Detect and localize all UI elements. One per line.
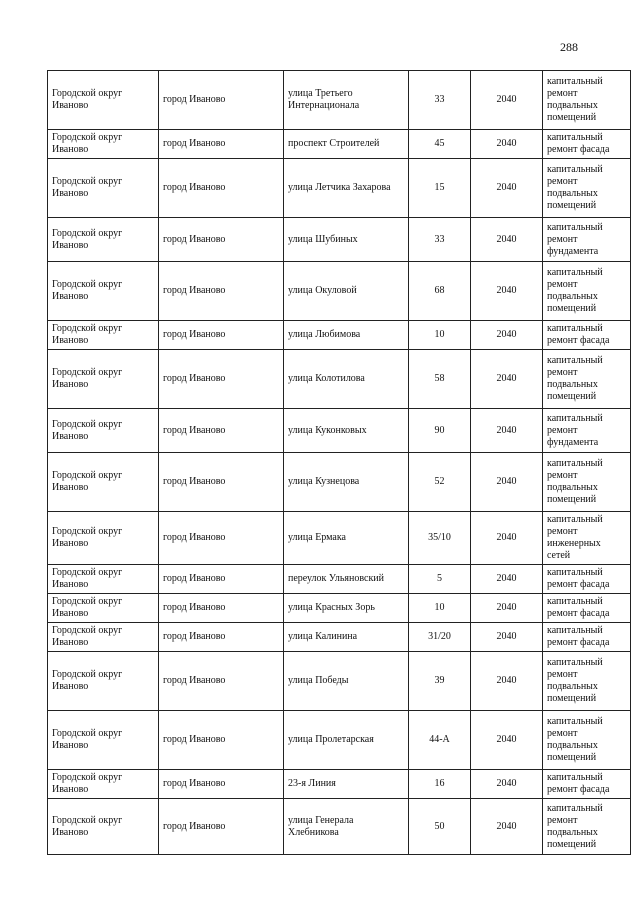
work-type-cell: капитальный ремонт подвальных помещений [543,159,631,218]
year-cell: 2040 [471,770,543,799]
house-number-cell: 10 [409,321,471,350]
year-cell: 2040 [471,594,543,623]
work-type-cell: капитальный ремонт фасада [543,321,631,350]
street-cell: улица Ермака [284,512,409,565]
work-type-cell: капитальный ремонт подвальных помещений [543,262,631,321]
street-cell: улица Шубиных [284,218,409,262]
year-cell: 2040 [471,71,543,130]
table-row [48,594,631,623]
work-type-cell: капитальный ремонт подвальных помещений [543,71,631,130]
street-cell: улица Генерала Хлебникова [284,799,409,855]
table-row [48,71,631,130]
table-row [48,652,631,711]
repair-registry-table [47,70,631,855]
city-cell: город Иваново [159,453,284,512]
table-row [48,623,631,652]
street-cell: улица Кузнецова [284,453,409,512]
street-cell: улица Пролетарская [284,711,409,770]
work-type-cell: капитальный ремонт фундамента [543,218,631,262]
work-type-cell: капитальный ремонт фундамента [543,409,631,453]
house-number-cell: 68 [409,262,471,321]
work-type-cell: капитальный ремонт подвальных помещений [543,799,631,855]
table-row [48,512,631,565]
year-cell: 2040 [471,218,543,262]
city-cell: город Иваново [159,321,284,350]
district-cell: Городской округ Иваново [48,321,159,350]
house-number-cell: 15 [409,159,471,218]
street-cell: улица Третьего Интернационала [284,71,409,130]
district-cell: Городской округ Иваново [48,453,159,512]
city-cell: город Иваново [159,711,284,770]
year-cell: 2040 [471,350,543,409]
table-row [48,130,631,159]
table-row [48,409,631,453]
district-cell: Городской округ Иваново [48,711,159,770]
table-row [48,321,631,350]
city-cell: город Иваново [159,565,284,594]
work-type-cell: капитальный ремонт подвальных помещений [543,350,631,409]
house-number-cell: 50 [409,799,471,855]
district-cell: Городской округ Иваново [48,652,159,711]
table-row [48,350,631,409]
year-cell: 2040 [471,262,543,321]
table-row [48,565,631,594]
city-cell: город Иваново [159,799,284,855]
house-number-cell: 35/10 [409,512,471,565]
work-type-cell: капитальный ремонт фасада [543,594,631,623]
district-cell: Городской округ Иваново [48,350,159,409]
city-cell: город Иваново [159,159,284,218]
district-cell: Городской округ Иваново [48,799,159,855]
year-cell: 2040 [471,799,543,855]
work-type-cell: капитальный ремонт фасада [543,565,631,594]
city-cell: город Иваново [159,262,284,321]
table-row [48,770,631,799]
year-cell: 2040 [471,409,543,453]
street-cell: улица Летчика Захарова [284,159,409,218]
house-number-cell: 90 [409,409,471,453]
city-cell: город Иваново [159,623,284,652]
house-number-cell: 33 [409,71,471,130]
house-number-cell: 31/20 [409,623,471,652]
house-number-cell: 16 [409,770,471,799]
street-cell: улица Победы [284,652,409,711]
year-cell: 2040 [471,321,543,350]
district-cell: Городской округ Иваново [48,409,159,453]
year-cell: 2040 [471,711,543,770]
table-row [48,218,631,262]
work-type-cell: капитальный ремонт фасада [543,130,631,159]
house-number-cell: 52 [409,453,471,512]
city-cell: город Иваново [159,512,284,565]
district-cell: Городской округ Иваново [48,262,159,321]
house-number-cell: 44-А [409,711,471,770]
table-row [48,262,631,321]
work-type-cell: капитальный ремонт подвальных помещений [543,711,631,770]
year-cell: 2040 [471,565,543,594]
house-number-cell: 58 [409,350,471,409]
work-type-cell: капитальный ремонт подвальных помещений [543,453,631,512]
district-cell: Городской округ Иваново [48,71,159,130]
street-cell: улица Колотилова [284,350,409,409]
city-cell: город Иваново [159,350,284,409]
house-number-cell: 39 [409,652,471,711]
table-row [48,711,631,770]
house-number-cell: 5 [409,565,471,594]
street-cell: улица Окуловой [284,262,409,321]
street-cell: проспект Строителей [284,130,409,159]
city-cell: город Иваново [159,594,284,623]
year-cell: 2040 [471,159,543,218]
city-cell: город Иваново [159,409,284,453]
city-cell: город Иваново [159,218,284,262]
street-cell: улица Красных Зорь [284,594,409,623]
street-cell: переулок Ульяновский [284,565,409,594]
street-cell: улица Калинина [284,623,409,652]
table-row [48,453,631,512]
district-cell: Городской округ Иваново [48,565,159,594]
work-type-cell: капитальный ремонт фасада [543,770,631,799]
district-cell: Городской округ Иваново [48,159,159,218]
city-cell: город Иваново [159,71,284,130]
district-cell: Городской округ Иваново [48,130,159,159]
year-cell: 2040 [471,512,543,565]
house-number-cell: 33 [409,218,471,262]
street-cell: 23-я Линия [284,770,409,799]
year-cell: 2040 [471,623,543,652]
street-cell: улица Любимова [284,321,409,350]
year-cell: 2040 [471,453,543,512]
district-cell: Городской округ Иваново [48,770,159,799]
page-number: 288 [560,40,578,54]
table-row [48,159,631,218]
district-cell: Городской округ Иваново [48,594,159,623]
city-cell: город Иваново [159,652,284,711]
house-number-cell: 45 [409,130,471,159]
house-number-cell: 10 [409,594,471,623]
district-cell: Городской округ Иваново [48,218,159,262]
city-cell: город Иваново [159,130,284,159]
work-type-cell: капитальный ремонт фасада [543,623,631,652]
work-type-cell: капитальный ремонт подвальных помещений [543,652,631,711]
work-type-cell: капитальный ремонт инженерных сетей [543,512,631,565]
street-cell: улица Куконковых [284,409,409,453]
table-row [48,799,631,855]
year-cell: 2040 [471,652,543,711]
year-cell: 2040 [471,130,543,159]
district-cell: Городской округ Иваново [48,623,159,652]
city-cell: город Иваново [159,770,284,799]
district-cell: Городской округ Иваново [48,512,159,565]
